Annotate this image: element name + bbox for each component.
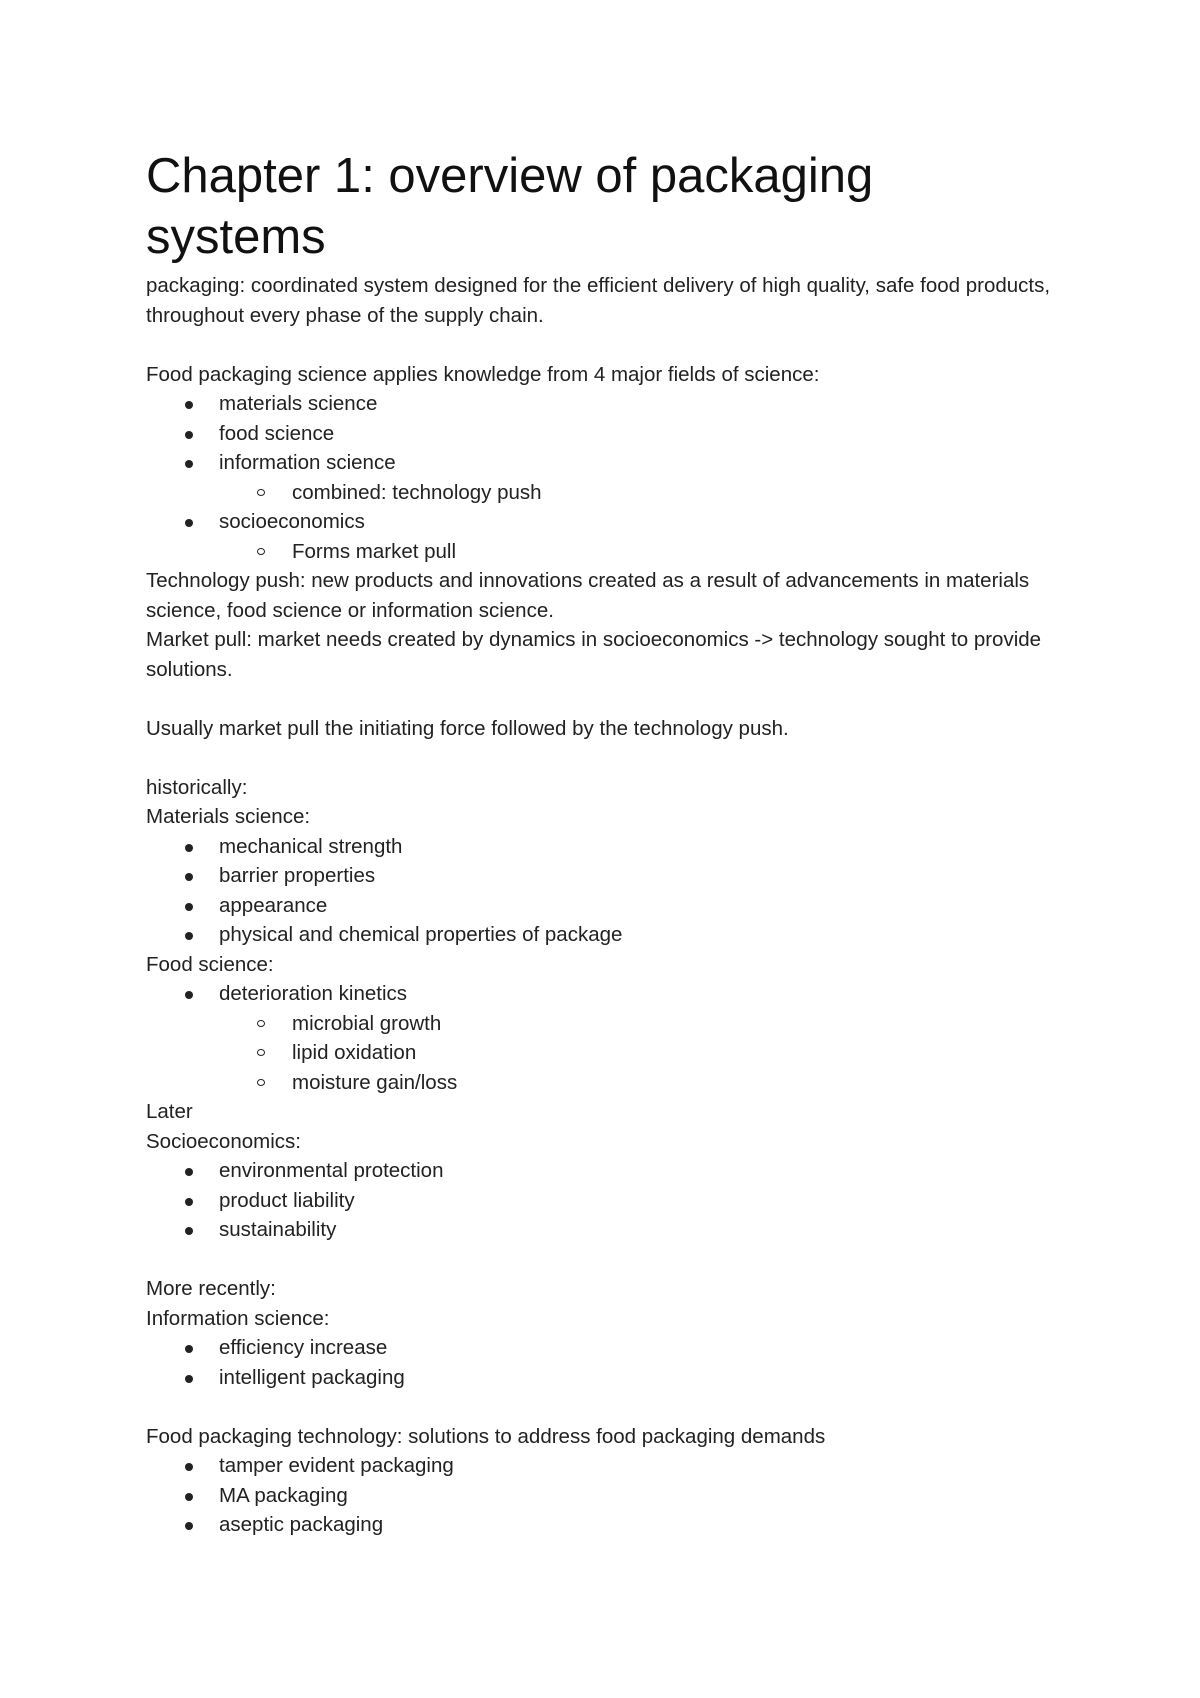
list-item: environmental protection xyxy=(146,1156,1066,1186)
packaging-definition: packaging: coordinated system designed for the efficient delivery of high quality, safe food products, throughout every phase of the supply chain. xyxy=(146,274,1051,327)
fields-list xyxy=(146,389,1066,566)
usually-paragraph: Usually market pull the initiating force followed by the technology push. xyxy=(146,716,789,740)
spacer xyxy=(146,330,1066,360)
list-item: information science xyxy=(146,448,1066,478)
fields-heading: Food packaging science applies knowledge from 4 major fields of science: xyxy=(146,362,820,386)
list-item: MA packaging xyxy=(146,1481,1066,1511)
spacer xyxy=(146,1245,1066,1275)
spacer xyxy=(146,743,1066,773)
food-science-list xyxy=(146,979,1066,1097)
list-item: sustainability xyxy=(146,1215,1066,1245)
list-item: food science xyxy=(146,419,1066,449)
sub-list-item: microbial growth xyxy=(146,1009,1066,1039)
socioeconomics-list xyxy=(146,1156,1066,1245)
list-item: aseptic packaging xyxy=(146,1510,1066,1540)
food-science-heading: Food science: xyxy=(146,952,274,976)
list-item: appearance xyxy=(146,891,1066,921)
list-item: deterioration kinetics xyxy=(146,979,1066,1009)
recently-label: More recently: xyxy=(146,1277,276,1300)
spacer xyxy=(146,684,1066,714)
sub-list-item: combined: technology push xyxy=(146,478,1066,508)
market-pull-definition: Market pull: market needs created by dynamics in socioeconomics -> technology sought to provide solutions. xyxy=(146,628,1042,681)
sub-list-item: Forms market pull xyxy=(146,537,1066,567)
technology-list xyxy=(146,1451,1066,1540)
information-science-heading: Information science: xyxy=(146,1306,330,1330)
information-science-list xyxy=(146,1333,1066,1392)
list-item: product liability xyxy=(146,1186,1066,1216)
sub-list-item: moisture gain/loss xyxy=(146,1068,1066,1098)
materials-list xyxy=(146,832,1066,950)
list-item: socioeconomics xyxy=(146,507,1066,537)
later-label: Later xyxy=(146,1100,193,1123)
list-item: materials science xyxy=(146,389,1066,419)
list-item: tamper evident packaging xyxy=(146,1451,1066,1481)
historically-label: historically: xyxy=(146,775,248,799)
technology-heading: Food packaging technology: solutions to address food packaging demands xyxy=(146,1424,826,1448)
list-item: intelligent packaging xyxy=(146,1363,1066,1393)
materials-heading: Materials science: xyxy=(146,805,311,828)
list-item: barrier properties xyxy=(146,861,1066,891)
document-page xyxy=(146,146,1066,1540)
page-title: Chapter 1: overview of packaging systems xyxy=(146,149,874,264)
list-item: mechanical strength xyxy=(146,832,1066,862)
technology-push-definition: Technology push: new products and innovations created as a result of advancements in materials science, food science or information science. xyxy=(146,569,1030,622)
spacer xyxy=(146,1392,1066,1422)
sub-list-item: lipid oxidation xyxy=(146,1038,1066,1068)
list-item: physical and chemical properties of package xyxy=(146,920,1066,950)
socioeconomics-heading: Socioeconomics: xyxy=(146,1129,301,1153)
list-item: efficiency increase xyxy=(146,1333,1066,1363)
